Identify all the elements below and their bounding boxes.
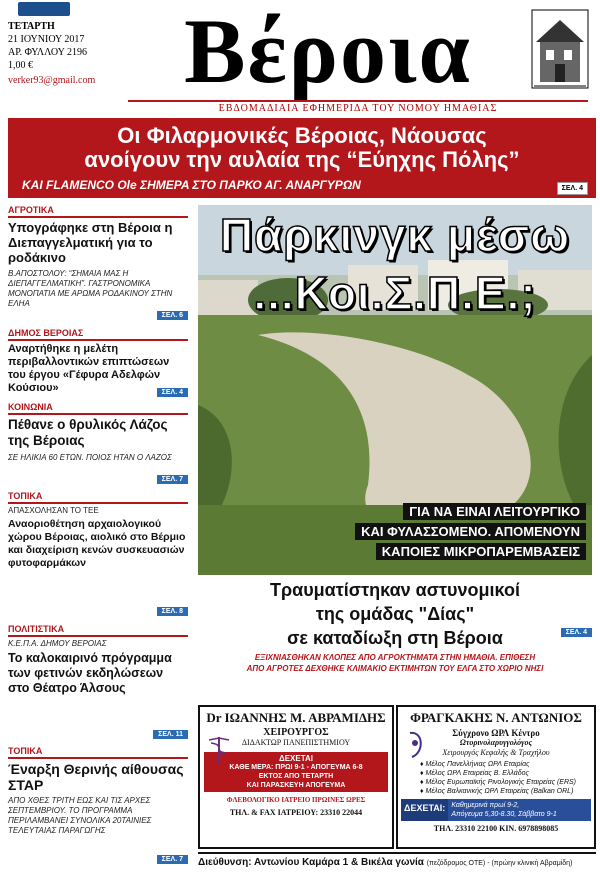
news-headline: Πέθανε ο θρυλικός Λάζος της Βέροιας xyxy=(8,417,168,448)
ad-doctor-name: Dr ΙΩΑΝΝΗΣ Μ. ΑΒΡΑΜΙΔΗΣ xyxy=(206,710,386,725)
anniversary-badge-icon xyxy=(18,2,70,16)
section-label: ΠΟΛΙΤΙΣΤΙΚΑ xyxy=(8,624,188,637)
ad-hours-title: ΔΕΧΕΤΑΙ xyxy=(278,754,314,763)
page-tag: ΣΕΛ. 8 xyxy=(157,607,188,616)
masthead xyxy=(0,0,600,115)
issue-date: 21 ΙΟΥΝΙΟΥ 2017 xyxy=(8,34,85,45)
left-news-column xyxy=(8,205,188,870)
ad-hours-label: ΔΕΧΕΤΑΙ: xyxy=(401,799,448,821)
news-headline: Αναρτήθηκε η μελέτη περιβαλλοντικών επιπτώσεων του έργου «Γέφυρα Αδελφών Κούσιου» xyxy=(8,343,170,394)
section-label: ΔΗΜΟΣ ΒΕΡΟΙΑΣ xyxy=(8,328,188,341)
newspaper-logo: Βέροια xyxy=(184,0,472,102)
issue-price: 1,00 € xyxy=(8,60,33,71)
photo-story[interactable] xyxy=(198,205,592,575)
photo-story-title-2: ...Κοι.Σ.Π.Ε.; xyxy=(253,267,537,319)
tagline: ΕΒΔΟΜΑΔΙΑΙΑ ΕΦΗΜΕΡΙΔΑ ΤΟΥ ΝΟΜΟΥ ΗΜΑΘΙΑΣ xyxy=(128,100,588,114)
news-item-koinonia[interactable] xyxy=(8,402,188,486)
news-headline: Το καλοκαιρινό πρόγραμμα των φετινών εκδηλώσεων στο Θέατρο Άλσους xyxy=(8,651,172,695)
ad-hours-line-3: ΚΑΙ ΠΑΡΑΣΚΕΥΗ ΑΠΟΓΕΥΜΑ xyxy=(246,782,346,789)
police-story-title-2: της ομάδας "Δίας" xyxy=(315,604,475,624)
section-label: ΑΓΡΟΤΙΚΑ xyxy=(8,205,188,218)
police-story-title-1: Τραυματίστηκαν αστυνομικοί xyxy=(270,580,520,600)
ear-nose-icon xyxy=(404,729,426,761)
top-story-title-1: Οι Φιλαρμονικές Βέροιας, Νάουσας xyxy=(117,123,487,148)
house-logo-icon xyxy=(528,6,592,92)
police-story-sub-2: ΑΠΟ ΑΓΡΟΤΕΣ ΔΕΧΘΗΚΕ ΚΛΙΜΑΚΙΟ ΕΚΤΙΜΗΤΩΝ ΤΟΥ ΕΛΓΑ ΣΤΟ ΧΩΡΙΟ ΝΗΣΙ xyxy=(246,664,544,673)
caption-line-3: ΚΑΠΟΙΕΣ ΜΙΚΡΟΠΑΡΕΜΒΑΣΕΙΣ xyxy=(376,543,586,560)
news-headline: Αναοριοθέτηση αρχαιολογικού χώρου Βέροιας, αιολικό στο Βέρμιο και διαχείριση κενών συσκευασιών φυτοφαρμάκων xyxy=(8,518,186,569)
ad-member-4: ♦ Μέλος Βαλκανικής ΩΡΛ Εταιρείας (Balkan ORL) xyxy=(420,788,574,795)
news-kicker: Κ.Ε.Π.Α. ΔΗΜΟΥ ΒΕΡΟΙΑΣ xyxy=(8,639,107,648)
ad-hours-line-2: Απόγευμα 5,30-8.30, Σάββατο 9-1 xyxy=(451,811,557,818)
address-text: Αντωνίου Καμάρα 1 & Βικέλα γωνία xyxy=(254,857,424,868)
caption-line-1: ΓΙΑ ΝΑ ΕΙΝΑΙ ΛΕΙΤΟΥΡΓΙΚΟ xyxy=(403,503,586,520)
address-label: Διεύθυνση: xyxy=(198,857,252,868)
caduceus-icon xyxy=(206,735,232,765)
ad-memberships xyxy=(398,760,594,796)
news-headline: Υπογράφηκε στη Βέροια η Διεπαγγελματική για το ροδάκινο xyxy=(8,220,173,265)
ad-hours-line-1: Καθημερινά πρωί 9-2, xyxy=(451,802,520,809)
news-headline: Έναρξη Θερινής αίθουσας ΣΤΑΡ xyxy=(8,761,184,793)
ad-hours-line-2: ΕΚΤΟΣ ΑΠΟ ΤΕΤΑΡΤΗ xyxy=(258,773,334,780)
news-item-agrotika[interactable] xyxy=(8,205,188,323)
ad-spec-1: Ωτορινολαρυγγολόγος xyxy=(459,738,533,747)
police-story[interactable] xyxy=(198,578,592,698)
page-tag: ΣΕΛ. 4 xyxy=(157,388,188,397)
police-story-sub-1: ΕΞΙΧΝΙΑΣΘΗΚΑΝ ΚΛΟΠΕΣ ΑΠΟ ΑΓΡΟΚΤΗΜΑΤΑ ΣΤΗΝ ΗΜΑΘΙΑ. ΕΠΙΘΕΣΗ xyxy=(254,653,536,662)
top-story-banner[interactable] xyxy=(8,118,596,198)
page-tag: ΣΕΛ. 11 xyxy=(153,730,188,739)
ad-hours-block xyxy=(401,799,591,821)
issue-meta xyxy=(8,20,128,87)
photo-story-title-1: Πάρκινγκ μέσω xyxy=(219,209,571,261)
news-item-topika-star[interactable] xyxy=(8,746,188,868)
ad-member-3: ♦ Μέλος Ευρωπαϊκής Ρινολογικής Εταιρείας (ERS) xyxy=(420,779,577,786)
top-story-page-tag: ΣΕΛ. 4 xyxy=(557,182,588,195)
contact-email[interactable]: verker93@gmail.com xyxy=(8,75,96,86)
news-item-politistika[interactable] xyxy=(8,624,188,742)
ad-phone: ΤΗΛ. & FAX ΙΑΤΡΕΙΟΥ: 23310 22044 xyxy=(229,808,363,817)
ad-center: Σύγχρονο ΩΡΛ Κέντρο xyxy=(452,728,540,738)
address-note: (πεζόδρομος ΟΤΕ) - (πρώην κλινική Αβραμίδη) xyxy=(426,860,573,867)
top-story-subtitle: ΚΑΙ FLAMENCO Ole ΣΗΜΕΡΑ ΣΤΟ ΠΑΡΚΟ ΑΓ. ΑΝΑΡΓΥΡΩΝ xyxy=(22,178,361,192)
address-bar xyxy=(198,852,596,874)
issue-number: ΑΡ. ΦΥΛΛΟΥ 2196 xyxy=(8,47,87,58)
ad-doctor-subtitle: ΔΙΔΑΚΤΩΡ ΠΑΝΕΠΙΣΤΗΜΙΟΥ xyxy=(241,738,351,747)
news-summary: ΑΠΟ ΧΘΕΣ ΤΡΙΤΗ ΕΩΣ ΚΑΙ ΤΙΣ ΑΡΧΕΣ ΣΕΠΤΕΜΒΡΙΟΥ. ΤΟ ΠΡΟΓΡΑΜΜΑ ΠΕΡΙΛΑΜΒΑΝΕΙ ΣΥΝΟΛΙΚΑ 20ΤΑΙΝΙΕΣ ΤΕΛΕΥΤΑΙΑΣ ΠΑΡΑΓΩΓΗΣ xyxy=(8,796,152,835)
news-summary: Β.ΑΠΟΣΤΟΛΟΥ: “ΣΗΜΑΙΑ ΜΑΣ Η ΔΙΕΠΑΓΓΕΛΜΑΤΙΚΗ”. ΓΑΣΤΡΟΝΟΜΙΚΑ ΜΟΝΟΠΑΤΙΑ ΜΕ ΑΡΩΜΑ ΡΟΔΑΚΙΝΟΥ ΣΤΗΝ ΕΛΗΑ xyxy=(8,269,173,308)
news-item-topika-tee[interactable] xyxy=(8,491,188,619)
page-tag: ΣΕΛ. 7 xyxy=(157,855,188,864)
ad-hours-text xyxy=(448,799,559,821)
page-tag: ΣΕΛ. 7 xyxy=(157,475,188,484)
ad-hours-line-1: ΚΑΘΕ ΜΕΡΑ: ΠΡΩΙ 9-1 - ΑΠΟΓΕΥΜΑ 6-8 xyxy=(229,764,363,771)
caption-line-2: ΚΑΙ ΦΥΛΑΣΣΟΜΕΝΟ. ΑΠΟΜΕΝΟΥΝ xyxy=(355,523,586,540)
ad-phone: ΤΗΛ. 23310 22100 ΚΙΝ. 6978898085 xyxy=(433,824,559,833)
news-item-dimos[interactable] xyxy=(8,328,188,398)
police-story-page-tag: ΣΕΛ. 4 xyxy=(561,628,592,637)
top-story-title-2: ανοίγουν την αυλαία της “Εύηχης Πόλης” xyxy=(84,147,520,172)
ad-avramidis[interactable] xyxy=(198,705,394,849)
section-label: ΚΟΙΝΩΝΙΑ xyxy=(8,402,188,415)
photo-story-caption xyxy=(355,501,586,561)
ad-doctor-name: ΦΡΑΓΚΑΚΗΣ Ν. ΑΝΤΩΝΙΟΣ xyxy=(410,710,582,725)
ad-member-2: ♦ Μέλος ΩΡΛ Εταιρείας Β. Ελλάδος xyxy=(420,770,529,777)
ad-fragkakis[interactable] xyxy=(396,705,596,849)
news-kicker: ΑΠΑΣΧΟΛΗΣΑΝ ΤΟ ΤΕΕ xyxy=(8,506,99,515)
ad-spec-2: Χειρουργός Κεφαλής & Τραχήλου xyxy=(442,748,550,757)
page-tag: ΣΕΛ. 6 xyxy=(157,311,188,320)
news-summary: ΣΕ ΗΛΙΚΙΑ 60 ΕΤΩΝ. ΠΟΙΟΣ ΗΤΑΝ Ο ΛΑΖΟΣ xyxy=(8,453,172,462)
section-label: ΤΟΠΙΚΑ xyxy=(8,491,188,504)
ad-clinic: ΦΛΕΒΟΛΟΓΙΚΟ ΙΑΤΡΕΙΟ ΠΡΩΙΝΕΣ ΩΡΕΣ xyxy=(226,796,366,804)
ad-doctor-title: ΧΕΙΡΟΥΡΓΟΣ xyxy=(263,727,329,738)
section-label: ΤΟΠΙΚΑ xyxy=(8,746,188,759)
issue-day: ΤΕΤΑΡΤΗ xyxy=(8,21,55,32)
police-story-title-3: σε καταδίωξη στη Βέροια xyxy=(287,628,503,648)
ad-member-1: ♦ Μέλος Πανελλήνιας ΩΡΛ Εταιρίας xyxy=(420,761,530,768)
